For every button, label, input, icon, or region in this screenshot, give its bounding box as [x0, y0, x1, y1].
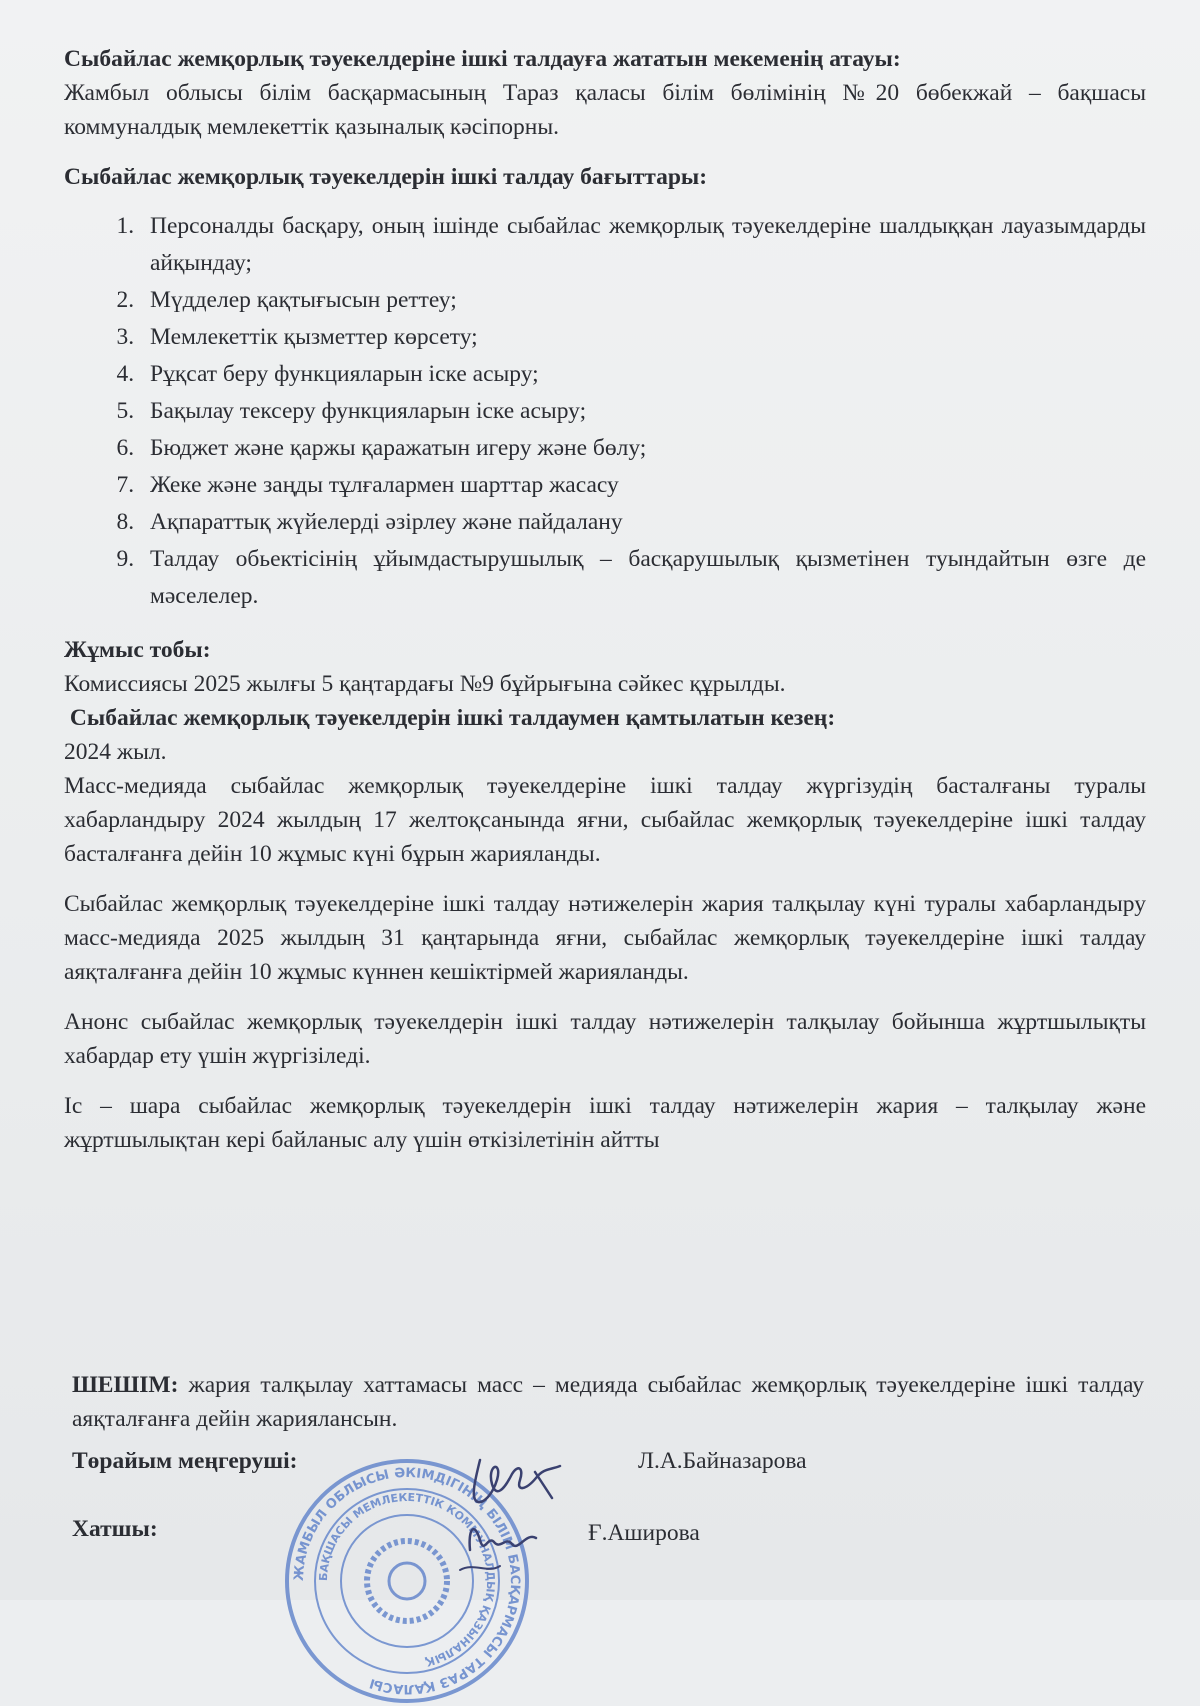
paragraph-event: Іс – шара сыбайлас жемқорлық тәуекелдерін ішкі талдау нәтижелерін жария – талқылау және жұртшылықтан кері байланыс алу үшін өткізілетінін айтты	[64, 1093, 1146, 1153]
chair-label: Төрайым меңгерушi:	[72, 1448, 298, 1474]
direction-item: 3. Мемлекеттік қызметтер көрсету;	[140, 319, 1146, 356]
direction-item: 4. Рұқсат беру функцияларын іске асыру;	[140, 356, 1146, 393]
direction-item: 1. Персоналды басқару, оның ішінде сыбайлас жемқорлық тәуекелдеріне шалдыққан лауазымдарды айқындау;	[140, 208, 1146, 282]
secretary-name: Ғ.Аширова	[588, 1520, 700, 1546]
direction-item: 8. Ақпараттық жүйелерді әзірлеу және пайдалану	[140, 504, 1146, 541]
paragraph-announcement-start: Масс-медияда сыбайлас жемқорлық тәуекелдеріне ішкі талдау жүргізудің басталғаны туралы хабарландыру 2024 жылдың 17 желтоқсанында яғни, сыбайлас жемқорлық тәуекелдеріне ішкі талдау басталғанға дейін 10 жұмыс күні бұрын жарияланды.	[64, 773, 1146, 867]
direction-item: 9. Талдау обьектісінің ұйымдастырушылық – басқарушылық қызметінен туындайтын өзге де мәселелер.	[140, 541, 1146, 615]
paragraph-anons: Анонс сыбайлас жемқорлық тәуекелдерін ішкі талдау нәтижелерін талқылау бойынша жұртшылықты хабардар ету үшін жүргізіледі.	[64, 1009, 1146, 1069]
working-group-heading: Жұмыс тобы:	[64, 637, 211, 663]
decision-text: жария талқылау хаттамасы масс – медияда сыбайлас жемқорлық тәуекелдеріне ішкі талдау аяқталғанға дейін жариялансын.	[72, 1372, 1144, 1432]
org-name: Жамбыл облысы білім басқармасының Тараз қаласы білім бөлімінің №20 бөбекжай – бақшасы коммуналдық мемлекеттік қазыналық кәсіпорны.	[64, 80, 1146, 140]
directions-list	[64, 208, 1146, 615]
direction-item: 7. Жеке және заңды тұлғалармен шарттар жасасу	[140, 467, 1146, 504]
document-body	[64, 42, 1146, 1157]
stamp-inner-text: БАҚШАСЫ МЕМЛЕКЕТТІК КОММУНАЛДЫҚ ҚАЗЫНАЛЫҚ	[316, 1490, 498, 1669]
stamp-outer-text: ЖАМБЫЛ ОБЛЫСЫ ӘКІМДІГІНІҢ БІЛІМ БАСҚАРМАСЫ ТАРАЗ ҚАЛАСЫ	[291, 1465, 523, 1697]
secretary-signature-row	[72, 1516, 158, 1543]
directions-heading: Сыбайлас жемқорлық тәуекелдерін ішкі талдау бағыттары:	[64, 164, 708, 190]
paragraph-announcement-results: Сыбайлас жемқорлық тәуекелдеріне ішкі талдау нәтижелерін жария талқылау күні туралы хабарландыру масс-медияда 2025 жылдың 31 қаңтарында яғни, сыбайлас жемқорлық тәуекелдеріне ішкі талдау аяқталғанға дейін 10 жұмыс күннен кешіктірмей жарияланды.	[64, 891, 1146, 985]
period-text: 2024 жыл.	[64, 739, 167, 765]
working-group-text: Комиссиясы 2025 жылғы 5 қаңтардағы №9 бұйрығына сәйкес құрылды.	[64, 671, 786, 697]
chair-name: Л.А.Байназарова	[638, 1448, 807, 1474]
direction-item: 6. Бюджет және қаржы қаражатын игеру және бөлу;	[140, 430, 1146, 467]
period-heading: Сыбайлас жемқорлық тәуекелдерін ішкі талдаумен қамтылатын кезең:	[64, 705, 836, 731]
direction-item: 5. Бақылау тексеру функцияларын іске асыру;	[140, 393, 1146, 430]
org-heading: Сыбайлас жемқорлық тәуекелдеріне ішкі талдауға жататын мекеменің атауы:	[64, 46, 901, 72]
decision	[72, 1368, 1144, 1436]
decision-label: ШЕШІМ:	[72, 1372, 179, 1398]
chair-signature-row	[72, 1448, 298, 1475]
secretary-label: Хатшы:	[72, 1516, 158, 1542]
direction-item: 2. Мүдделер қақтығысын реттеу;	[140, 282, 1146, 319]
handwritten-signature	[440, 1440, 600, 1600]
